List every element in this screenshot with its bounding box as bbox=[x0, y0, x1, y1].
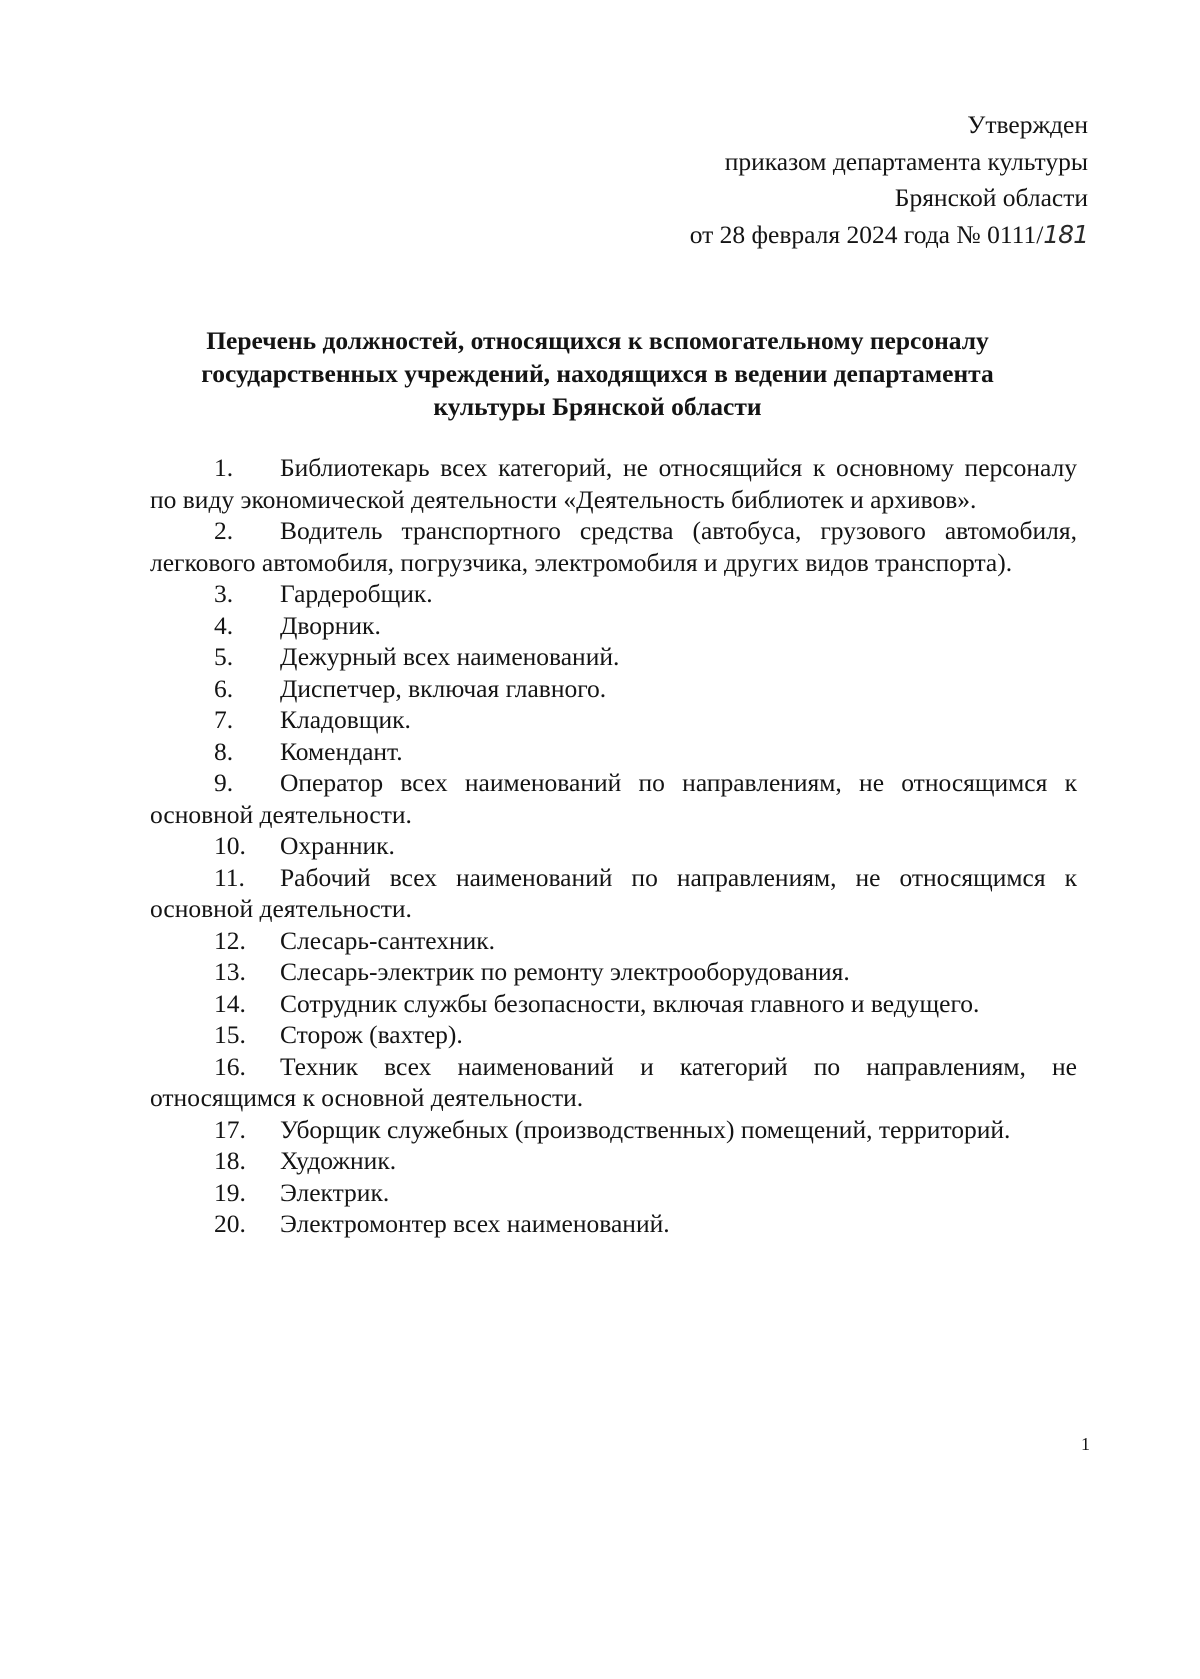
list-item-text: Сотрудник службы безопасности, включая главного и ведущего. bbox=[280, 988, 980, 1018]
list-item-text: Оператор всех наименований по направлениям, не относящимся к основной деятельности. bbox=[150, 768, 1077, 829]
list-item bbox=[150, 767, 1077, 830]
order-date-number: от 28 февраля 2024 года № 0111/ bbox=[689, 219, 1044, 249]
list-item-number: 6. bbox=[214, 673, 234, 703]
list-item-number: 10. bbox=[214, 831, 246, 860]
list-item bbox=[150, 515, 1077, 578]
list-item-text: Художник. bbox=[280, 1146, 397, 1175]
list-item-text: Диспетчер, включая главного. bbox=[280, 673, 607, 703]
list-item-text: Гардеробщик. bbox=[280, 579, 433, 608]
list-item-text: Уборщик служебных (производственных) помещений, территорий. bbox=[280, 1114, 1011, 1144]
list-item-text: Кладовщик. bbox=[280, 705, 411, 734]
document-title bbox=[150, 324, 1045, 423]
list-item bbox=[150, 736, 1077, 768]
list-item-text: Электрик. bbox=[280, 1177, 390, 1207]
list-item bbox=[150, 862, 1077, 925]
list-item bbox=[150, 578, 1077, 610]
list-item-number: 11. bbox=[214, 862, 245, 892]
list-item bbox=[150, 1208, 1077, 1240]
list-item-number: 14. bbox=[214, 988, 246, 1018]
list-item bbox=[150, 956, 1077, 988]
list-item bbox=[150, 1051, 1077, 1114]
approval-line-region: Брянской области bbox=[894, 183, 1088, 212]
list-item-number: 12. bbox=[214, 925, 246, 955]
list-item-text: Водитель транспортного средства (автобуса, грузового автомобиля, легкового автомобиля, погрузчика, электромобиля и других видов транспорта). bbox=[150, 516, 1077, 577]
list-item-number: 16. bbox=[214, 1051, 246, 1081]
list-item bbox=[150, 925, 1077, 957]
list-item bbox=[150, 830, 1077, 862]
handwritten-order-number: 181 bbox=[1043, 219, 1088, 249]
list-item-text: Электромонтер всех наименований. bbox=[280, 1209, 670, 1238]
list-item-number: 2. bbox=[214, 516, 234, 545]
list-item-number: 7. bbox=[214, 705, 234, 734]
list-item-text: Рабочий всех наименований по направлениям, не относящимся к основной деятельности. bbox=[150, 862, 1077, 923]
list-item-text: Дворник. bbox=[280, 610, 381, 640]
title-line-3: культуры Брянской области bbox=[433, 392, 762, 421]
list-item bbox=[150, 988, 1077, 1020]
list-item bbox=[150, 1019, 1077, 1051]
list-item-text: Техник всех наименований и категорий по направлениям, не относящимся к основной деятельности. bbox=[150, 1051, 1077, 1112]
list-item-number: 9. bbox=[214, 768, 234, 797]
list-item-number: 13. bbox=[214, 957, 246, 986]
list-item-number: 20. bbox=[214, 1209, 246, 1238]
list-item-number: 3. bbox=[214, 579, 234, 608]
list-item-text: Слесарь-электрик по ремонту электрооборудования. bbox=[280, 957, 850, 986]
list-item-number: 18. bbox=[214, 1146, 246, 1175]
list-item bbox=[150, 641, 1077, 673]
list-item bbox=[150, 452, 1077, 515]
list-item-text: Слесарь-сантехник. bbox=[280, 925, 496, 955]
list-item-number: 8. bbox=[214, 736, 234, 766]
list-item-text: Комендант. bbox=[280, 736, 403, 766]
list-item-text: Охранник. bbox=[280, 831, 395, 860]
list-item-text: Дежурный всех наименований. bbox=[280, 642, 620, 671]
list-item-text: Библиотекарь всех категорий, не относящийся к основному персоналу по виду экономической деятельности «Деятельность библиотек и архивов». bbox=[150, 453, 1077, 514]
list-item-number: 4. bbox=[214, 610, 234, 640]
list-item bbox=[150, 1177, 1077, 1209]
list-item bbox=[150, 704, 1077, 736]
list-item bbox=[150, 610, 1077, 642]
list-item-number: 5. bbox=[214, 642, 234, 671]
list-item-number: 15. bbox=[214, 1020, 246, 1049]
title-line-2: государственных учреждений, находящихся в ведении департамента bbox=[201, 359, 994, 388]
page-number: 1 bbox=[1081, 1434, 1090, 1454]
list-item-number: 17. bbox=[214, 1114, 246, 1144]
title-line-1: Перечень должностей, относящихся к вспомогательному персоналу bbox=[206, 326, 989, 355]
list-item-number: 1. bbox=[214, 453, 234, 482]
list-item-number: 19. bbox=[214, 1177, 246, 1207]
approval-line-approved: Утвержден bbox=[967, 110, 1088, 139]
list-item bbox=[150, 1145, 1077, 1177]
approval-line-order: приказом департамента культуры bbox=[724, 146, 1088, 176]
approval-line-date-number bbox=[690, 217, 1088, 254]
list-item bbox=[150, 673, 1077, 705]
approval-block bbox=[690, 107, 1088, 253]
list-item-text: Сторож (вахтер). bbox=[280, 1020, 463, 1049]
positions-list bbox=[150, 452, 1077, 1240]
list-item bbox=[150, 1114, 1077, 1146]
